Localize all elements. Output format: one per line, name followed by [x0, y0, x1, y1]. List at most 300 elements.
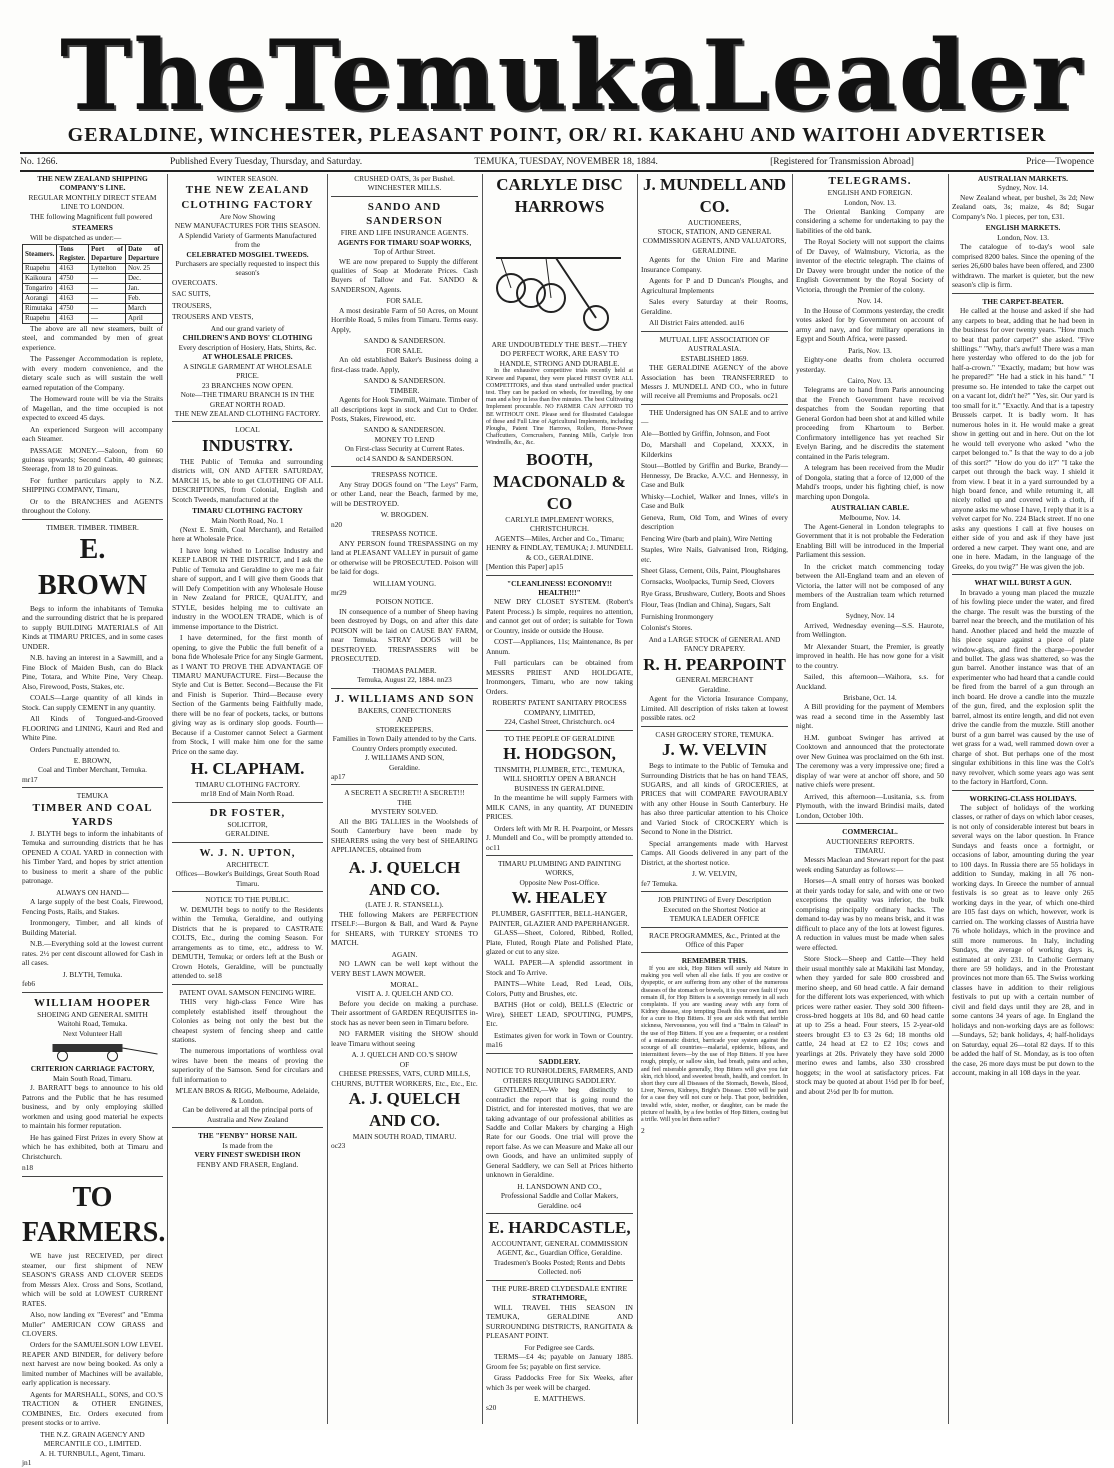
- dateline-entry: London, Nov. 13.: [997, 232, 1049, 242]
- news-text: Telegrams are to hand from Paris announcing that the French Government have received despatches from the Soudan reporting that General Gordon had been shot at and killed while proceeding from Khartoum to Berber. Confirmatory intelligence has yet reached Sir Evelyn Baring, and he discredits the statement contained in the Paris telegram.: [796, 385, 944, 461]
- horse-nail-heading: THE "FENBY" HORSE NAIL: [198, 1131, 297, 1141]
- jobprint-text: Executed on the Shortest Notice at: [663, 904, 766, 914]
- soap-heading: AGENTS FOR TIMARU SOAP WORKS,: [337, 237, 472, 247]
- arrive-item: Sheet Glass, Cement, Oils, Paint, Ploughshares: [641, 565, 781, 575]
- eng-markets-heading: ENGLISH MARKETS.: [985, 223, 1061, 233]
- table-row: [23, 294, 163, 304]
- secret-sub: MYSTERY SOLVED.: [371, 807, 438, 817]
- horse-nail-text: FENBY AND FRASER, England.: [196, 1159, 299, 1169]
- table-cell: 4750: [57, 304, 89, 314]
- dateline-entry: Melbourne, Nov. 14.: [839, 512, 901, 522]
- table-cell: Tongariro: [23, 284, 57, 294]
- harrow-text: In the exhaustive competitive trials recently held at Kirwee and Papanui, they were placed FIRST OVER ALL COMPETITORS, and thus stand unrivalled under practical test. They can be packed on wheels, for travelling, by one man and a boy in less than five minutes. The best Cultivating Implement procurable. NO FARMER CAN AFFORD TO BE WITHOUT ONE. Please send for Illustrated Catalogue of these and Full Line of Agricultural Implements, including Ploughs, Patent Tine Harrows, Rollers, Horse-Power Chaffcutters, Corncrushers, Fanning Mills, Carlyle Iron Windmills, &c., &c.: [486, 368, 633, 447]
- trespass-heading: TRESPASS NOTICE.: [371, 529, 438, 539]
- quelch-text: THE following Makers are PERFECTION ITSELF:—Burgon & Ball, and Ward & Payne for SHEARS, with TURKEY STONES TO MATCH.: [331, 909, 478, 948]
- column-rule: [637, 174, 638, 1424]
- ad-code: s20: [486, 1403, 497, 1413]
- arrive-item: Geneva, Rum, Old Tom, and Wines of every description: [641, 512, 788, 532]
- table-row: [23, 304, 163, 314]
- dateline-entry: London, Nov. 13.: [844, 197, 896, 207]
- news-text: Mr Alexander Stuart, the Premier, is greatly improved in health. He has now gone for a visit to the country.: [796, 641, 944, 670]
- sale-heading: FOR SALE.: [386, 296, 423, 306]
- mundell-name: J. MUNDELL AND CO.: [642, 175, 787, 216]
- patent-text: THIS very high-class Fence Wire has completely established itself throughout the Colonies as being not only the best but the cheapest system of fencing sheep and cattle stations.: [172, 997, 323, 1044]
- hodgson-text: WILL SHORTLY OPEN A BRANCH BUSINESS IN GERALDINE.: [503, 774, 616, 793]
- table-cell: Rimutaka: [23, 304, 57, 314]
- shipping-text: For further particulars apply to N.Z. SHIPPING COMPANY, Timaru,: [22, 475, 163, 495]
- brown-text: COALS—Large quantity of all kinds in Stock. Can supply CEMENT in any quantity.: [22, 693, 163, 712]
- race-text: RACE PROGRAMMES, &c., Printed at the Office of this Paper: [649, 930, 780, 949]
- holidays-heading: WORKING-CLASS HOLIDAYS.: [969, 793, 1077, 803]
- title-word-the: The: [60, 19, 269, 132]
- mundell-sub: GERALDINE.: [692, 245, 737, 255]
- local-heading: LOCAL: [235, 425, 260, 435]
- brown-text: All Kinds of Tongued-and-Grooved FLOORING and LINING, Kauri and Red and White Pine.: [22, 714, 163, 743]
- industry-heading-2: TIMARU CLOTHING FACTORY: [192, 506, 303, 516]
- hodgson-text: Orders left with Mr R. H. Pearpoint, or Messrs J. Mundell and Co., will be promptly attended to. oc11: [486, 823, 633, 852]
- brown-text: Begs to inform the inhabitants of Temuka and the surrounding district that he is prepared to supply BUILDING MATERIALS of All Kinds at TIMARU PRICES, and in some cases UNDER.: [22, 603, 163, 651]
- column-rule: [948, 174, 949, 1424]
- table-cell: Dec.: [125, 274, 162, 284]
- ad-code: feb6: [22, 979, 36, 989]
- news-text: Arrived, Wednesday evening—S.S. Haurote, from Wellington.: [796, 620, 944, 640]
- quelch-text: MORAL.: [390, 980, 419, 990]
- mundell-text: All District Fairs attended. au16: [649, 318, 745, 328]
- ad-code: mr17: [22, 774, 38, 784]
- coal-signature: J. BLYTH, Temuka.: [62, 969, 123, 979]
- farmers-text: Orders for the SAMUELSON LOW LEVEL REAPER AND BINDER, for delivery before next harvest are now being booked. As only a limited number of Machines will be available, early application is necessary.: [22, 1340, 163, 1388]
- ad-code: oc23: [331, 1141, 346, 1151]
- stallion-name: STRATHMORE,: [532, 1293, 587, 1303]
- poison-heading: POISON NOTICE.: [375, 597, 434, 607]
- news-text: In the cricket match commencing today between the All-England team and an eleven of Victoria, the latter will not be composed of any members of the Australian team which returned from England.: [796, 561, 944, 609]
- horse-nail-text: Is made from the: [222, 1140, 273, 1150]
- table-cell: —: [89, 284, 126, 294]
- clean-text: 224, Cashel Street, Christchurch. oc4: [504, 717, 615, 727]
- healey-sub: PLUMBER, GASFITTER, BELL-HANGER, PAINTER, GLAZIER AND PAPERHANGER.: [489, 909, 630, 928]
- hooper-subheading: Waitohi Road, Temuka.: [57, 1019, 128, 1029]
- oats-heading: CRUSHED OATS, 3s per Bushel.: [354, 174, 455, 183]
- column-2: [172, 174, 323, 1424]
- table-cell: 4163: [57, 294, 89, 304]
- table-cell: Kaikoura: [23, 274, 57, 284]
- clothing-item: OVERCOATS.: [172, 277, 218, 287]
- remember-heading: REMEMBER THIS.: [681, 956, 748, 966]
- column-rule: [327, 174, 328, 1424]
- ad-code: mr29: [331, 587, 347, 597]
- title-word-temuka: Temuka: [268, 19, 702, 132]
- column-6: [796, 174, 944, 1424]
- table-cell: Feb.: [125, 294, 162, 304]
- soap-sub: Top of Arthur Street.: [373, 247, 436, 257]
- table-cell: 4163: [57, 264, 89, 274]
- auction-heading: AUCTIONEERS' REPORTS.: [825, 836, 915, 846]
- booth-agents: AGENTS—Miles, Archer and Co., Timaru; HENRY & FINDLAY, TEMUKA; J. MUNDELL & CO., GERALDINE.: [486, 533, 633, 562]
- jobprint-text: JOB PRINTING of Every Description: [657, 895, 772, 905]
- velvin-text: Begs to intimate to the Public of Temuka and Surrounding Districts that he has on hand TEAS, SUGARS, and all kinds of GROCERIES, at PRICES that will COMPARE FAVOURABLY with any other House in South Canterbury. He has also three particular attention to his Choice and Varied Stock of CROCKERY which is Second to None in the District.: [641, 761, 788, 837]
- timber-signature: SANDO & SANDERSON.: [363, 425, 446, 435]
- hodgson-sub: TINSMITH, PLUMBER, ETC., TEMUKA,: [494, 764, 625, 774]
- shipping-text: The Homeward route will be via the Straits of Magellan, and the time occupied is not expected to exceed 45 days.: [22, 394, 163, 423]
- industry-text: THE Public of Temuka and surrounding districts will, ON AND AFTER SATURDAY, MARCH 15, be able to get CLOTHING OF ALL DESCRIPTIONS, from Colonial, English and Scotch Tweeds, manufactured at the: [172, 456, 323, 504]
- clean-text: COST—Appliances, 11s; Maintenance, 8s per Annum.: [486, 637, 633, 656]
- column-rule: [482, 174, 483, 1424]
- pearpoint-sub: GENERAL MERCHANT: [675, 675, 754, 685]
- steamer-table: [22, 244, 163, 324]
- clean-text: ROBERTS' PATENT SANITARY PROCESS COMPANY, LIMITED,: [492, 698, 627, 717]
- poison-signature: THOMAS PALMER.: [372, 665, 437, 675]
- commercial-heading: COMMERCIAL.: [842, 827, 898, 837]
- stallion-text: WILL TRAVEL THIS SEASON IN TEMUKA, GERALDINE AND SURROUNDING DISTRICTS, RANGITATA & PLEASANT POINT.: [486, 1302, 633, 1341]
- clothing-text: Note—THE TIMARU BRANCH IS IN THE GREAT NORTH ROAD.: [180, 390, 315, 409]
- table-cell: —: [89, 274, 126, 284]
- shipping-text: PASSAGE MONEY.—Saloon, from 60 guineas upwards; Second Cabin, 40 guineas; Steerage, from 18 to 20 guineas.: [22, 445, 163, 474]
- table-cell: April: [125, 313, 162, 323]
- mutual-sub: ESTABLISHED 1869.: [680, 353, 749, 363]
- healey-text: WALL PAPER—A splendid assortment in Stock and To Arrive.: [486, 958, 633, 977]
- mundell-text: Agents for the Union Fire and Marine Insurance Company.: [641, 255, 788, 274]
- timber-text: Agents for Hook Sawmill, Waimate. Timber of all descriptions kept in stock and Cut to Order. Posts, Stakes, Firewood, etc.: [331, 395, 478, 423]
- dateline-entry: Paris, Nov. 13.: [848, 345, 892, 355]
- farmers-text: Agents for MARSHALL, SONS, and CO.'S TRACTION & OTHER ENGINES, COMBINES, Etc. Orders executed from present stocks or to arrive.: [22, 1389, 163, 1428]
- clean-text: Full particulars can be obtained from MESSRS PRIEST AND HOLDGATE, Ironmongers, Timaru, who are now taking Orders.: [486, 658, 633, 696]
- news-text: The Royal Society will not support the claims of Dr Davey, of Walmsbury, Victoria, as the inventor of the electric telegraph. The claims of Dr Davey were brought under the notice of the English Government by the Royal Society of Victoria, through the Premier of the colony.: [796, 237, 944, 294]
- arrive-item: Staples, Wire Nails, Galvanised Iron, Ridging, etc.: [641, 545, 788, 564]
- arrive-item: Ale—Bottled by Griffin, Johnson, and Foot: [641, 428, 770, 438]
- williams-text: Families in Town Daily attended to by the Carts.: [332, 734, 477, 744]
- foster-sub: SOLICITOR,: [227, 819, 268, 829]
- column-1: [22, 174, 166, 1468]
- arrive-item: Do, Marshall and Copeland, XXXX, in Kilderkins: [641, 440, 788, 459]
- masthead: [0, 0, 1114, 172]
- sando-text: WE are now prepared to Supply the different qualities of Soap at Moderate Prices. Cash Buyers of Tallow and Fat. SANDO & SANDERSON, Agents.: [331, 256, 478, 294]
- booth-heading: BOOTH, MACDONALD & CO: [493, 450, 626, 513]
- trespass-signature: W. BROGDEN.: [380, 510, 429, 520]
- trespass-text: Any Stray DOGS found on "The Leys" Farm, or other Land, near the Beach, farmed by me, will be DESTROYED.: [331, 479, 478, 508]
- shipping-text: THE following Magnificent full powered: [30, 211, 153, 221]
- shipping-heading: THE NEW ZEALAND SHIPPING COMPANY'S LINE.: [37, 174, 148, 193]
- table-header: Port of Departure: [89, 245, 126, 264]
- ad-code: ap17: [331, 772, 346, 782]
- money-heading: MONEY TO LEND: [374, 434, 435, 444]
- arrive-item: Fencing Wire (barb and plain), Wire Netting: [641, 533, 773, 543]
- arrive-item: Flour, Teas (Indian and China), Sugars, Salt: [641, 600, 771, 610]
- timber-heading: TIMBER. TIMBER. TIMBER.: [46, 522, 139, 532]
- timaru-heading: TIMARU.: [854, 846, 886, 856]
- winchester-heading: WINCHESTER MILLS.: [367, 183, 442, 193]
- ad-code: n20: [331, 519, 343, 529]
- shipping-text: An experienced Surgeon will accompany each Steamer.: [22, 424, 163, 444]
- news-text: In the House of Commons yesterday, the credit votes asked for by Government on account of army and navy, and for military operations in Egypt and South Africa, were passed.: [796, 305, 944, 344]
- williams-signature: Geraldine.: [389, 762, 420, 772]
- mundell-sub: AUCTIONEERS,: [687, 217, 742, 227]
- pearpoint-text: Agent for the Victoria Insurance Company, Limited. All description of risks taken at lowest possible rates. oc2: [641, 694, 788, 723]
- clothing-text: Purchasers are specially requested to inspect this season's: [175, 258, 320, 278]
- quelch-sub: (LATE J. R. STANSELL).: [365, 900, 444, 910]
- arrive-item: Rye Grass, Brushware, Cutlery, Boots and Shoes: [641, 588, 786, 598]
- poison-signature: Temuka, August 22, 1884. nn23: [357, 675, 452, 685]
- table-header: Tons Register.: [57, 245, 89, 264]
- patent-text: Can be delivered at all the principal ports of Australia and New Zealand: [182, 1105, 313, 1124]
- clothing-factory-heading: THE NEW ZEALAND CLOTHING FACTORY: [181, 184, 314, 211]
- saddlery-sub: NOTICE TO RUNHOLDERS, FARMERS, AND OTHERS REQUIRING SADDLERY.: [486, 1066, 634, 1085]
- ad-code: fe7 Temuka.: [641, 878, 678, 888]
- stallion-signature: E. MATTHEWS.: [533, 1393, 586, 1403]
- table-cell: —: [89, 313, 126, 323]
- farmers-text: Also, now landing ex "Everest" and "Emma Muller" AMERICAN COW GRASS and CLOVERS.: [22, 1310, 163, 1339]
- telegrams-sub: ENGLISH AND FOREIGN.: [827, 188, 913, 198]
- secret-sub: THE: [397, 797, 412, 807]
- foster-sub: GERALDINE.: [225, 829, 270, 839]
- industry-heading: INDUSTRY.: [202, 435, 293, 455]
- hooper-subheading: SHOEING AND GENERAL SMITH: [37, 1009, 148, 1019]
- quelch-text: A. J. QUELCH AND CO.'S SHOW: [351, 1050, 458, 1060]
- news-text: Eighty-one deaths from cholera occurred yesterday.: [796, 355, 944, 374]
- industry-text: I have determined, for the first month of opening, to give the Public the full benefit of a bona fide Wholesale Price for any Single Garment, as I WANT TO PROVE THE ADVANTAGE OF TIMARU MANUFACTURE. First—Because the Style and Cut is Better. Second—Because the Fit and Finish is Superior. Third—Because every Section of the Garments being Faithfully made, there will be no fear of pockets, tacks, or buttons giving way as is ordinary slop goods. Fourth—Because if a Customer cannot Select a Garment from Stock, I will make him one for the same Price on the same day.: [172, 633, 323, 756]
- industry-text: (Next E. Smith, Coal Merchant), and Retailed here at Wholesale Price.: [172, 524, 323, 544]
- table-header: Steamers.: [23, 245, 57, 264]
- carriage-illustration: [22, 1038, 163, 1062]
- arrive-item: Colonist's Stores.: [641, 623, 693, 633]
- notice-text: W. DEMUTH begs to notify to the Residents within the Temuka, Geraldine, and outlying Districts that he is prepared to CASTRATE COLTS, Etc., during the coming Season. For arrangements as to time, etc., address to W. DEMUTH, Temuka; or orders left at the Bush or Crown Hotels, Geraldine, will be punctually attended to. se18: [172, 904, 323, 981]
- table-cell: Jan.: [125, 284, 162, 294]
- news-text: The Oriental Banking Company are considering a scheme for undertaking to pay the liabilities of the old bank.: [796, 207, 944, 235]
- quelch-text: NO LAWN can be well kept without the VERY BEST LAWN MOWER.: [331, 959, 478, 978]
- news-text: The Agent-General in London telegraphs to Government that it is not probable the Federation Enabling Bill will be introduced in the Imperial Parliament this session.: [796, 522, 944, 560]
- hodgson-name: H. HODGSON,: [503, 744, 616, 763]
- table-cell: 4750: [57, 274, 89, 284]
- farmers-heading: TO FARMERS.: [22, 1181, 166, 1249]
- ad-code: [Mention this Paper] ap15: [486, 562, 564, 572]
- table-row: [23, 284, 163, 294]
- criterion-subheading: Main South Road, Timaru.: [52, 1073, 133, 1083]
- sando-heading: SANDO AND SANDERSON: [366, 200, 443, 228]
- criterion-text: J. BARRATT begs to announce to his old Patrons and the Public that he has resumed business, and by only employing skilled workmen and using good material he expects to maintain his former reputation.: [22, 1083, 163, 1131]
- column-3: [331, 174, 478, 1424]
- booth-sub: CARLYLE IMPLEMENT WORKS, CHRISTCHURCH.: [505, 514, 614, 534]
- clapham-name: H. CLAPHAM.: [190, 759, 305, 779]
- table-cell: 4163: [57, 284, 89, 294]
- news-text: In bravado a young man placed the muzzle of his fowling piece under the water, and fired the charge. The result was the bursting of the barrel near the breech, and the mutilation of his hand. Another placed and held the muzzle of his piece square against a piece of plate window-glass, and fired the charge—powder and bullet. The glass was shattered, so was the gun barrel. Another instance was that of an experimenter who had heard that a candle could be fired from the barrel of a gun through an inch board. He drove a candle into the muzzle of the gun, fired, and the explosion split the barrel, almost its entire length, and did not even drive the candle from the muzzle. Still another burst of a gun barrel was caused by the use of wet grass for a wad, well rammed down over a charge of shot. But perhaps one of the most singular exhibitions in this line was the Colt's navy revolver, which some years ago was sent to the factory in Hartford, Conn.: [952, 587, 1094, 787]
- stallion-text: Grass Paddocks Free for Six Weeks, after which 3s per week will be charged.: [486, 1373, 633, 1392]
- shipping-steamers: STEAMERS: [72, 223, 113, 233]
- clean-text: NEW DRY CLOSET SYSTEM. (Robert's Patent Process.) Is simple, requires no attention, and cannot get out of order; is suitable for Town or Country, inside or outside the House.: [486, 597, 633, 635]
- ad-code: n18: [22, 1163, 34, 1173]
- shipping-text: The Passenger Accommodation is replete, with every modern convenience, and the dietary scale such as will sustain the well earned reputation of the Company.: [22, 354, 163, 392]
- clothing-item: TROUSERS AND VESTS,: [172, 312, 254, 322]
- stallion-text: TERMS—£4 4s; payable on January 1885. Groom fee 5s; payable on first service.: [486, 1352, 633, 1371]
- criterion-text: He has gained First Prizes in every Show at which he has exhibited, both at Timaru and Christchurch.: [22, 1132, 163, 1161]
- arrive-item: Stout—Bottled by Griffin and Burke, Brandy—Hennessy, De Bracke, A.V.C. and Hennessy, in Case and Bulk: [641, 461, 788, 490]
- column-rule: [792, 174, 793, 1424]
- clothing-text: A Splendid Variety of Garments Manufactured from the: [178, 230, 317, 250]
- sale-heading: FOR SALE.: [386, 345, 423, 355]
- plumbing-heading: TIMARU PLUMBING AND PAINTING WORKS,: [497, 858, 622, 878]
- dateline: [20, 152, 1094, 172]
- table-cell: Aorangi: [23, 294, 57, 304]
- mundell-text: Agents for P and D Duncan's Ploughs, and Agricultural Implements: [641, 276, 788, 295]
- shipping-text: The above are all new steamers, built of steel, and commanded by men of great experience.: [22, 323, 163, 352]
- issue-date: TEMUKA, TUESDAY, NOVEMBER 18, 1884.: [474, 157, 658, 167]
- table-cell: Lyttelton: [89, 264, 126, 274]
- clothing-item: TROUSERS,: [172, 300, 212, 310]
- ad-code: jn1: [22, 1458, 32, 1468]
- trespass-signature: WILLIAM YOUNG.: [373, 578, 436, 588]
- quelch-text: OF: [399, 1059, 410, 1069]
- coal-text: Ironmongery, Timber, and all kinds of Building Material.: [22, 918, 163, 937]
- table-cell: —: [89, 294, 126, 304]
- coal-text: J. BLYTH begs to inform the inhabitants of Temuka and surrounding districts that he has OPENED A COAL YARD in connection with his Timber Yard, and hopes by strict attention to business to merit a share of the public patronage.: [22, 829, 163, 886]
- saddlery-text: GENTLEMEN,—We beg distinctly to contradict the report that is going round the District, and for interested motives, that we are taking advantage of our professional abilities as Saddle and Collar Makers by charging a High Rate for our Goods. One trial will prove the report false. As we can Measure and Make all our own Goods, and have an unlimited supply of General Saddlery, we can Sell at Prices hitherto unknown in Geraldine.: [486, 1085, 633, 1180]
- news-text: The subject of holidays of the working classes, or rather of days on which labor ceases, is not only of considerable interest but bears in several ways on the labor question. In France Sundays and feasts once a fortnight, or occasions of labor, amounting during the year to 100 days. In Russia there are 55 holidays in addition to Sunday, making in all 76 non-working days. In Greece the number of annual festivals is so great as to leave only 265 working days in the year, of which one-third are 105 fast days on which, however, work is carried on. The working classes of Austria have 76 whole holidays, which in the province and still more numerous. In Italy, including Sundays, the average of working days is, estimated at only 231. In Catholic Germany there are 59 holidays, and in the Protestant provinces not more than 65. The Swiss working classes have in addition to their religious festivals to put up with a certain number of civil and field days until they are 28, and in some cantons 34 years of age. In England the holidays and non-working days are as follows:—Sundays, 52; bank holidays, 4; half-holidays on Saturday, equal 26—total 82 days. If to this be added the half of St. Monday, as is too often the case, 26 more days must be put down to the account, making in all 108 days in the year.: [952, 803, 1094, 1078]
- people-heading: TO THE PEOPLE OF GERALDINE: [504, 733, 615, 743]
- arrive-item: Whisky—Lochiel, Walker and Innes, ville's in Case and Bulk: [641, 491, 788, 511]
- farmers-text: WE have just RECEIVED, per direct steamer, our first shipment of NEW SEASON'S GRASS AND CLOVER SEEDS from Messrs Alex. Cross and Sons, Scotland, which will be sold at LOWEST CURRENT RATES.: [22, 1251, 163, 1308]
- pearpoint-sub: Geraldine.: [699, 684, 730, 694]
- newspaper-title: [60, 12, 1084, 132]
- gun-heading: WHAT WILL BURST A GUN.: [974, 578, 1072, 588]
- quelch-heading: A. J. QUELCH AND CO.: [348, 857, 461, 899]
- news-text: Messrs Maclean and Stewart report for the past week ending Saturday as follows:—: [796, 855, 944, 874]
- quelch-text: CHEESE PRESSES, VATS, CURD MILLS, CHURNS, BUTTER WORKERS, Etc., Etc., Etc.: [331, 1069, 478, 1088]
- table-cell: 4163: [57, 313, 89, 323]
- hooper-heading: WILLIAM HOOPER: [34, 996, 151, 1009]
- column-rule: [167, 174, 168, 1424]
- dateline-entry: Brisbane, Oct. 14.: [843, 692, 897, 702]
- arrive-text: And a LARGE STOCK of GENERAL AND FANCY DRAPERY.: [648, 634, 781, 654]
- plumbing-sub: Opposite New Post-Office.: [519, 877, 600, 887]
- healey-text: BATHS (Hot or cold), BELLS (Electric or Wire), SHEET LEAD, SPOUTING, PUMPS, Etc.: [486, 1000, 633, 1029]
- williams-sub: BAKERS, CONFECTIONERS: [357, 705, 452, 715]
- harrow-illustration: [486, 218, 633, 338]
- title-word-leader: Leader: [701, 19, 1084, 132]
- jobprint-text: TEMUKA LEADER OFFICE: [669, 914, 760, 924]
- sale-signature: SANDO & SANDERSON.: [363, 336, 446, 346]
- news-text: A telegram has been received from the Mudir of Dongola, stating that a force of 12,000 of the Mahdi's troops, under his fighting chief, is now marching upon Dongola.: [796, 463, 944, 501]
- clapham-sub: TIMARU CLOTHING FACTORY.: [195, 779, 300, 789]
- secret-text: All the BIG TALLIES in the Woolsheds of South Canterbury have been made by SHEARERS using the very best of SHEARING APPLIANCES, obtained from: [331, 816, 478, 855]
- news-text: A Bill providing for the payment of Members was read a second time in the Assembly last night.: [796, 702, 944, 731]
- saddlery-heading: SADDLERY.: [538, 1056, 581, 1066]
- clothing-text: And our grand variety of: [210, 323, 285, 333]
- healey-text: GLASS—Sheet, Colored, Ribbed, Rolled, Plate, Fluted, Rough Plate and Polished Plate, glazed or cut to any size.: [486, 928, 633, 956]
- clothing-text: A SINGLE GARMENT AT WHOLESALE PRICE.: [183, 361, 312, 381]
- williams-heading: J. WILLIAMS AND SON: [334, 692, 475, 705]
- clothing-text: CHILDREN'S AND BOYS' CLOTHING: [182, 333, 313, 343]
- williams-sub: AND: [396, 715, 413, 725]
- cable-heading: AUSTRALIAN CABLE.: [830, 503, 910, 513]
- shipping-subheading: REGULAR MONTHLY DIRECT STEAM LINE TO LONDON.: [28, 192, 157, 212]
- coal-text: N.B.—Everything sold at the lowest current rates. 2½ per cent discount allowed for Cash in all cases.: [22, 939, 163, 968]
- carpet-beater-heading: THE CARPET-BEATER.: [982, 296, 1064, 306]
- quelch-text: Before you decide on making a purchase. Their assortment of GARDEN REQUISITES in-stock has as never been seen in Timaru before.: [331, 998, 478, 1027]
- arrive-item: Furnishing Ironmongery: [641, 611, 714, 621]
- clothing-text: Every description of Hosiery, Hats, Shirts, &c.: [178, 342, 317, 352]
- criterion-heading: CRITERION CARRIAGE FACTORY,: [30, 1064, 155, 1074]
- coal-top: TEMUKA: [76, 791, 109, 801]
- column-5: [641, 174, 788, 1424]
- quelch-text: AGAIN.: [391, 949, 418, 959]
- table-cell: March: [125, 304, 162, 314]
- clothing-item: SAC SUITS,: [172, 289, 211, 299]
- brown-signature: Coal and Timber Merchant, Temuka.: [38, 765, 147, 775]
- timber-heading: TIMBER.: [389, 385, 420, 395]
- ad-code: 2: [641, 1126, 645, 1136]
- sale-text: A most desirable Farm of 50 Acres, on Mount Horrible Road, 5 miles from Timaru. Terms easy. Apply,: [331, 305, 478, 334]
- winter-heading: WINTER SEASON.: [216, 174, 279, 183]
- issue-number: No. 1266.: [20, 157, 58, 167]
- brown-name: E. BROWN: [38, 534, 147, 602]
- foster-name: DR FOSTER,: [209, 806, 286, 819]
- saddlery-signature: Professional Saddle and Collar Makers, Geraldine. oc4: [500, 1191, 619, 1210]
- quelch-heading: A. J. QUELCH AND CO.: [348, 1089, 461, 1130]
- trespass-text: ANY PERSON found TRESPASSING on my land at PLEASANT VALLEY in pursuit of game or otherwise will be PROSECUTED. Poison will be laid for dogs.: [331, 538, 478, 577]
- table-cell: —: [89, 304, 126, 314]
- aus-markets-heading: AUSTRALIAN MARKETS.: [978, 174, 1068, 183]
- williams-sub: STOREKEEPERS.: [375, 724, 434, 734]
- money-signature: oc14 SANDO & SANDERSON.: [355, 453, 454, 463]
- farmers-signature: A. H. TURNBULL, Agent, Timaru.: [39, 1448, 146, 1458]
- hodgson-text: In the meantime he will supply Farmers with MILK CANS, in any quantity, AT DUNEDIN PRICES.: [486, 793, 633, 822]
- table-row: [23, 264, 163, 274]
- clothing-text: THE NEW ZEALAND CLOTHING FACTORY.: [174, 409, 321, 418]
- shipping-text: Will be dispatched as under:—: [30, 232, 122, 242]
- clothing-text: 23 BRANCHES NOW OPEN.: [201, 380, 294, 390]
- table-header: Date of Departure: [125, 245, 162, 264]
- stallion-heading: THE PURE-BRED CLYDESDALE ENTIRE: [492, 1283, 627, 1293]
- velvin-signature: J. W. VELVIN,: [692, 869, 737, 879]
- remember-text: If you are sick, Hop Bitters will surely aid Nature in making you well when all else fails. If you are costive or dyspeptic, or are suffering from any other of the numerous diseases of the stomach or bowels, it is your own fault if you remain ill, for Hop Bitters is a sovereign remedy in all such complaints. If you are wasting away with any form of Kidney disease, stop tempting Death this moment, and turn for a cure to Hop Bitters. If you are sick with that terrible sickness, Nervousness, you will find a "Balm in Gilead" in the use of Hop Bitters. If you are a frequenter, or a resident of a miasmatic district, barricade your system against the scourge of all countries—malarial, epidemic, bilious, and intermittent fevers—by the use of Hop Bitters. If you have rough, pimply, or sallow skin, bad breath, pains and aches, and feel miserable generally, Hop Bitters will give you fair skin, rich blood, and sweetest breath, health, and comfort. In short they cure all Diseases of the Stomach, Bowels, Blood, Liver, Nerves, Kidneys, Bright's Disease. £500 will be paid for a case they will not cure or help. That poor, bedridden, invalid wife, sister, mother, or daughter, can be made the picture of health, by a few bottles of Hop Bitters, costing but a trifle. Will you let them suffer?: [641, 965, 788, 1123]
- healey-name: W. HEALEY: [511, 888, 608, 908]
- hardcastle-text: Tradesmen's Books Posted; Rents and Debts Collected. no6: [493, 1257, 626, 1277]
- table-cell: Nov. 25: [125, 264, 162, 274]
- registration-note: [Registered for Transmission Abroad]: [770, 157, 914, 167]
- table-cell: Ruapehu: [23, 313, 57, 323]
- dateline-entry: Sydney, Nov. 14.: [997, 183, 1049, 193]
- dateline-entry: Cairo, Nov. 13.: [847, 375, 893, 385]
- healey-text: PAINTS—White Lead, Red Lead, Oils, Colors, Putty and Brushes, etc.: [486, 979, 633, 998]
- hardcastle-sub: ACCOUNTANT, GENERAL COMMISSION AGENT, &c., Guardian Office, Geraldine.: [491, 1238, 628, 1258]
- grocery-heading: CASH GROCERY STORE, TEMUKA.: [655, 729, 774, 739]
- newspaper-subtitle: GERALDINE, WINCHESTER, PLEASANT POINT, OR/ RI. KAKAHU AND WAITOHI ADVERTISER: [67, 124, 1047, 146]
- news-text: New Zealand wheat, per bushel, 3s 2d; New Zealand oats, 3s; maize, 4s 8d; Sugar Company's No. 1 pieces, per ton, £31.: [952, 192, 1094, 221]
- mutual-heading: MUTUAL LIFE ASSOCIATION OF AUSTRALASIA.: [659, 334, 770, 354]
- saddlery-signature: H. LANSDOWN AND CO.,: [517, 1181, 602, 1191]
- brown-text: N.B. having an interest in a Sawmill, and a Fine Block of Maiden Bush, can do Black Pine, Totara, and White Pine, Very Cheap. Also, Firewood, Posts, Stakes, etc.: [22, 653, 163, 691]
- mundell-sub: STOCK, STATION, AND GENERAL COMMISSION AGENTS, AND VALUATORS,: [642, 226, 787, 246]
- coal-heading: TIMBER AND COAL YARDS: [32, 801, 153, 828]
- secret-heading: A SECRET! A SECRET!! A SECRET!!!: [344, 788, 465, 798]
- horse-nail-text: VERY FINEST SWEDISH IRON: [194, 1150, 301, 1160]
- industry-address: Main North Road, No. 1: [211, 515, 284, 525]
- mutual-text: THE GERALDINE AGENCY of the above Association has been TRANSFERRED to Messrs J. MUNDELL AND CO., who in future will receive all Premiums and Proposals. oc21: [641, 363, 788, 401]
- sando-sub: FIRE AND LIFE INSURANCE AGENTS.: [340, 228, 469, 238]
- clothing-text: NEW MANUFACTURES FOR THIS SEASON.: [174, 221, 321, 231]
- trespass-heading: TRESPASS NOTICE.: [371, 470, 438, 480]
- upton-sub: ARCHITECT.: [226, 860, 269, 869]
- quelch-address: MAIN SOUTH ROAD, TIMARU.: [352, 1131, 457, 1141]
- quelch-text: NO FARMER visiting the SHOW should leave Timaru without seeing: [331, 1029, 478, 1048]
- hardcastle-name: E. HARDCASTLE,: [488, 1218, 631, 1238]
- issue-price: Price—Twopence: [1026, 157, 1094, 167]
- clapham-sub: mr18 End of Main North Road.: [200, 789, 295, 799]
- patent-text: The numerous importations of worthless oval wires have been the means of proving the superiority of the Samson. Send for circulars and full information to: [172, 1046, 323, 1084]
- column-7: [952, 174, 1094, 1424]
- dateline-entry: Sydney, Nov. 14: [845, 611, 895, 621]
- news-text: H.M. gunboat Swinger has arrived at Cooktown and announced that the protectorate over New Guinea was proclaimed on the 6th inst. The ceremony was a very impressive one; fired a display of war were at anchor off shore, and 50 native chiefs were present.: [796, 732, 944, 790]
- news-text: Sailed, this afternoon—Waihora, s.s. for Auckland.: [796, 672, 944, 691]
- table-cell: Ruapehu: [23, 264, 57, 274]
